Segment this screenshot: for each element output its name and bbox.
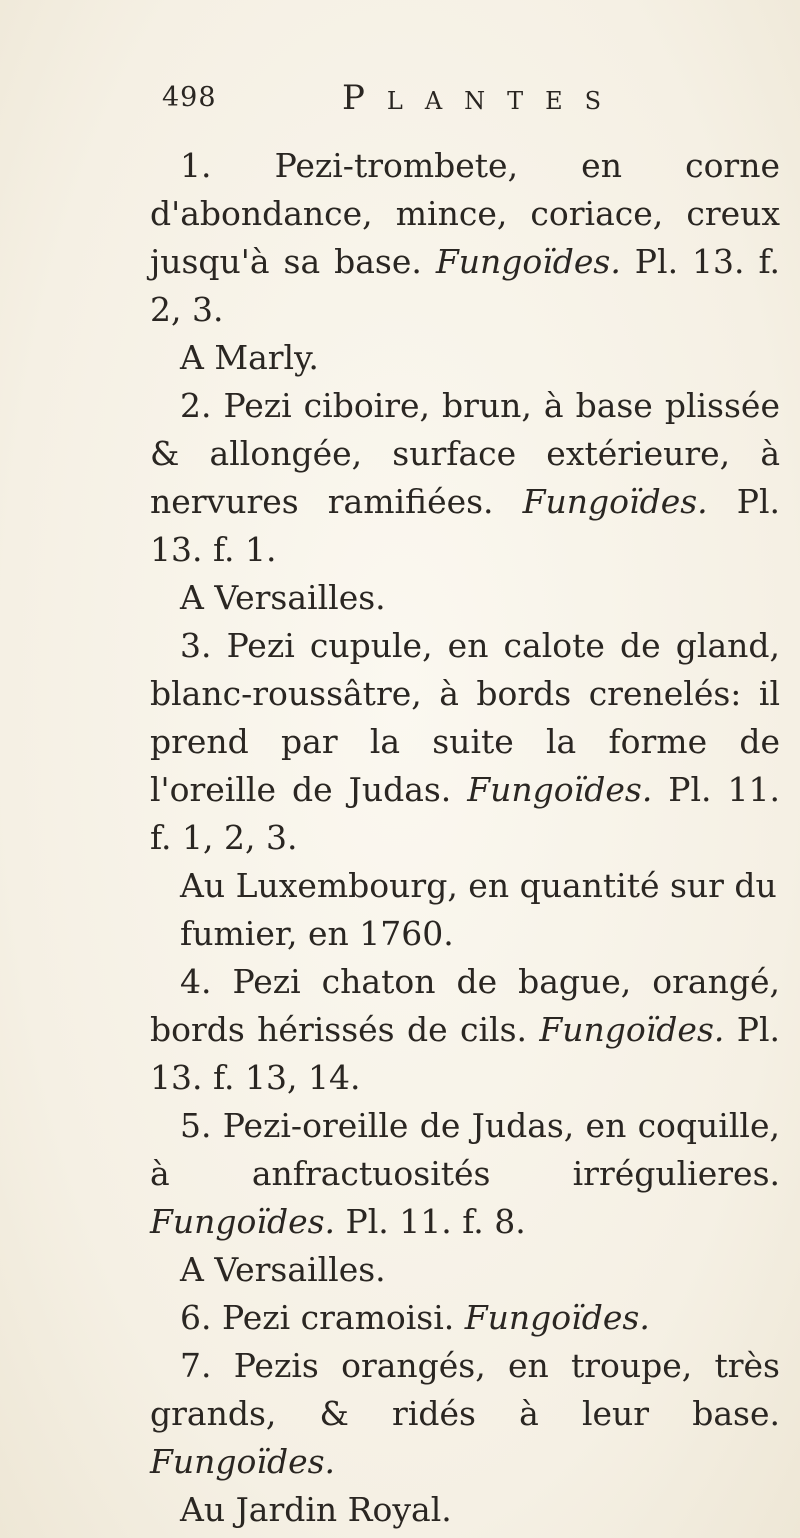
entry-plate: Pl. 13. f. 13, 14. <box>150 1010 780 1097</box>
page-number: 498 <box>162 82 217 113</box>
entry-location: Au Luxembourg, en quantité sur du fumier, en 1760. <box>180 866 777 953</box>
entry-plate: Pl. 13. f. 2, 3. <box>150 242 780 329</box>
entry-4 <box>150 958 780 1102</box>
entry-location: A Marly. <box>180 338 319 377</box>
running-title: Plantes <box>342 78 624 118</box>
entry-reference: Fungoïdes. <box>435 242 621 281</box>
entry-plate: Pl. 11. f. 8. <box>335 1202 526 1241</box>
entry-6 <box>150 1294 780 1342</box>
entry-text: 4. Pezi chaton de bague, orangé, bords hérissés de cils. <box>150 962 780 1049</box>
entry-plate: Pl. 11. f. 1, 2, 3. <box>150 770 780 857</box>
entry-reference: Fungoïdes. <box>464 1298 650 1337</box>
entry-text: 2. Pezi ciboire, brun, à base plissée & allongée, surface extérieure, à nervures ramifiées. <box>150 386 780 521</box>
entry-reference: Fungoïdes. <box>522 482 708 521</box>
entry-reference: Fungoïdes. <box>539 1010 725 1049</box>
entry-text: 7. Pezis orangés, en troupe, très grands, & ridés à leur base. <box>150 1346 780 1433</box>
entry-1 <box>150 142 780 382</box>
entry-location: A Versailles. <box>180 1250 386 1289</box>
entry-reference: Fungoïdes. <box>150 1442 336 1481</box>
entry-text: 5. Pezi-oreille de Judas, en coquille, à anfractuosités irrégulieres. <box>150 1106 780 1193</box>
entry-2 <box>150 382 780 622</box>
entry-7 <box>150 1342 780 1534</box>
entry-text: 1. Pezi-trombete, en corne d'abondance, mince, coriace, creux jusqu'à sa base. <box>150 146 780 281</box>
entry-3 <box>150 622 780 958</box>
entry-plate: Pl. 13. f. 1. <box>150 482 780 569</box>
entry-text: 3. Pezi cupule, en calote de gland, blanc-roussâtre, à bords crenelés: il prend par la suite la forme de l'oreille de Judas. <box>150 626 780 809</box>
entry-5 <box>150 1102 780 1294</box>
entry-location: A Versailles. <box>180 578 386 617</box>
entries-text <box>150 142 780 1534</box>
entry-location: Au Jardin Royal. <box>180 1490 452 1529</box>
entry-reference: Fungoïdes. <box>467 770 653 809</box>
entry-reference: Fungoïdes. <box>150 1202 336 1241</box>
entry-text: 6. Pezi cramoisi. <box>180 1298 455 1337</box>
page-header <box>162 78 722 128</box>
